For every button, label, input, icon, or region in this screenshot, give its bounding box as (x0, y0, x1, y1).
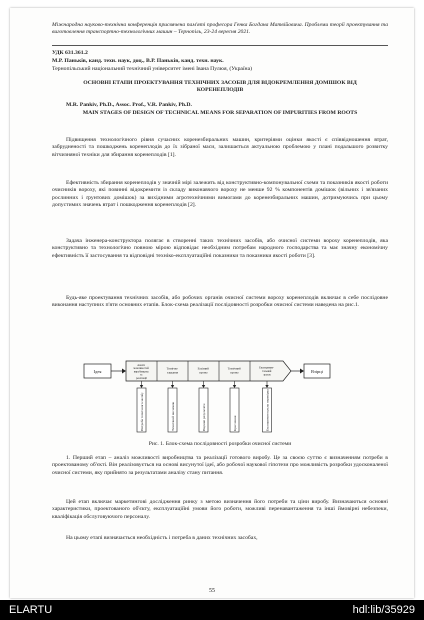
output-2 (168, 381, 177, 432)
handle-link[interactable]: hdl:lib/35929 (352, 604, 415, 616)
paragraph-1: Підвищення технологічного рівня сучасних коренезбиральних машин, критеріями оцінки якості є співвідношення втрат, забрудненості та пошкоджень коренеплодів до їх зібраної маси, залишається актуальною проблемою у плані подальшого розвитку вітчизняної техніки для збирання коренеплодів [1]. (52, 137, 388, 158)
output-4-label: Креслення (233, 415, 238, 431)
block-diagram-svg (82, 360, 332, 434)
output-3 (199, 381, 208, 432)
paragraph-2: Ефективність збирання коренеплодів у значній мірі залежить від конструктивно-компонувальної схеми та показників якості роботи очисників вороху, які повинні відокремити із складу виконавчого вороху не менше 92 % компонентів домішок (вільних і зв'язаних рослинних і ґрунтових домішок) за вихідними агротехнічними вимогами до коренезбиральних машин, дотримуючись при цьому допустимих значень втрат і пошкодження коренеплодів [2]. (52, 180, 388, 208)
paragraph-5: 1. Перший етап – аналіз можливості виробництва та реалізації готового виробу. Це за своєю суттю є визначенням потреби в проектованому об'єкті. Він реалізовується на основі висунутої ідеї, або робочої наукової гіпотези про можливість розробки удосконаленої очисної системи, яку прийнято за результатами аналізу стану питання. (52, 455, 388, 476)
affiliation: Тернопільський національний технічний університет імені Івана Пулюя, (Україна) (52, 66, 252, 72)
start-arrowhead (122, 369, 126, 374)
stage-5-label: Експеримен- тальний зразок (259, 366, 275, 377)
title-ukrainian: ОСНОВНІ ЕТАПИ ПРОЕКТУВАННЯ ТЕХНІЧНИХ ЗАСОБІВ ДЛЯ ВІДОКРЕМЛЕННЯ ДОМІШОК ВІД КОРЕНЕПЛОДІВ (83, 80, 357, 94)
end-label: Взірці (311, 369, 323, 374)
title-english: MAIN STAGES OF DESIGN OF TECHNICAL MEANS FOR SEPARATION OF IMPURITIES FROM ROOTS (82, 110, 358, 116)
figure-caption: Рис. 1. Блок-схема послідовності розробки очисної системи (148, 441, 292, 447)
output-5 (263, 381, 272, 432)
authors-ukrainian: М.Р. Паньків, канд. техн. наук, доц., В.Р. Паньків, канд. техн. наук. (52, 58, 224, 64)
end-arrowhead (300, 369, 304, 374)
udc-code: УДК 631.361.2 (52, 50, 88, 56)
paragraph-7: На цьому етапі визначається необхідність і потреба в даних технічних засобах, (66, 535, 258, 541)
stage-3-label: Ескізний проект (197, 366, 209, 375)
conference-header: Міжнародна науково-технічна конференція присвячена пам'яті професора Генка Богдана Матвійовича. Проблеми теорії проектування та виготовлення транспортно-технологічних машин – Тернопіль, 23-24 вересня 2021. (52, 22, 388, 35)
start-label: Ідея (93, 369, 102, 374)
page-number: 55 (209, 588, 215, 594)
authors-english: M.R. Pankiv, Ph.D., Assoc. Prof., V.R. Pankiv, Ph.D. (66, 102, 192, 108)
document-page (10, 8, 414, 598)
output-1-label: Потреба технічного засобу (140, 392, 145, 431)
output-5-label: Експериментальна перевірка (265, 389, 270, 431)
output-2-label: Технічний висновок (171, 401, 176, 431)
repository-footer (0, 600, 424, 620)
output-1 (137, 381, 146, 432)
paragraph-6: Цей етап включає маркетингові дослідження ринку з метою визначення його потреби та ціни виробу. Визначаються основні характеристики, проектованого об'єкту, експлуатаційні умови його роботи, можливі перенавантаження та інші ймовірні небезпеки, кваліфікація обслуговуючого персоналу. (52, 499, 388, 520)
paragraph-4: Будь-яке проектування технічних засобів, або робочих органів очисної системи вороху коренеплодів включає в себе послідовне виконання наступних п'яти основних етапів. Блок-схема реалізації послідовності розробки очисної системи наведена на рис.1. (52, 295, 388, 309)
header-divider (52, 45, 388, 46)
stage-1-label: Аналіз можливостей виробництва та реалізації (133, 364, 149, 380)
stage-4-label: Технічний проект (227, 366, 241, 375)
paragraph-3: Задача інженера-конструктора полягає в створенні таких технічних засобів, або очисної системи вороху коренеплодів, яка конструктивно та технологічно повною мірою відповідає необхідним потребам народного господарства та має значну економічну ефективність її застосування та відповідні техніко-експлуатаційні показники та показники якості роботи [3]. (52, 238, 388, 259)
output-4 (230, 381, 239, 432)
repository-name: ELARTU (9, 604, 53, 616)
block-diagram (82, 360, 332, 434)
output-3-label: Наукові результати (202, 403, 207, 431)
stage-2-label: Технічне завдання (166, 366, 178, 375)
